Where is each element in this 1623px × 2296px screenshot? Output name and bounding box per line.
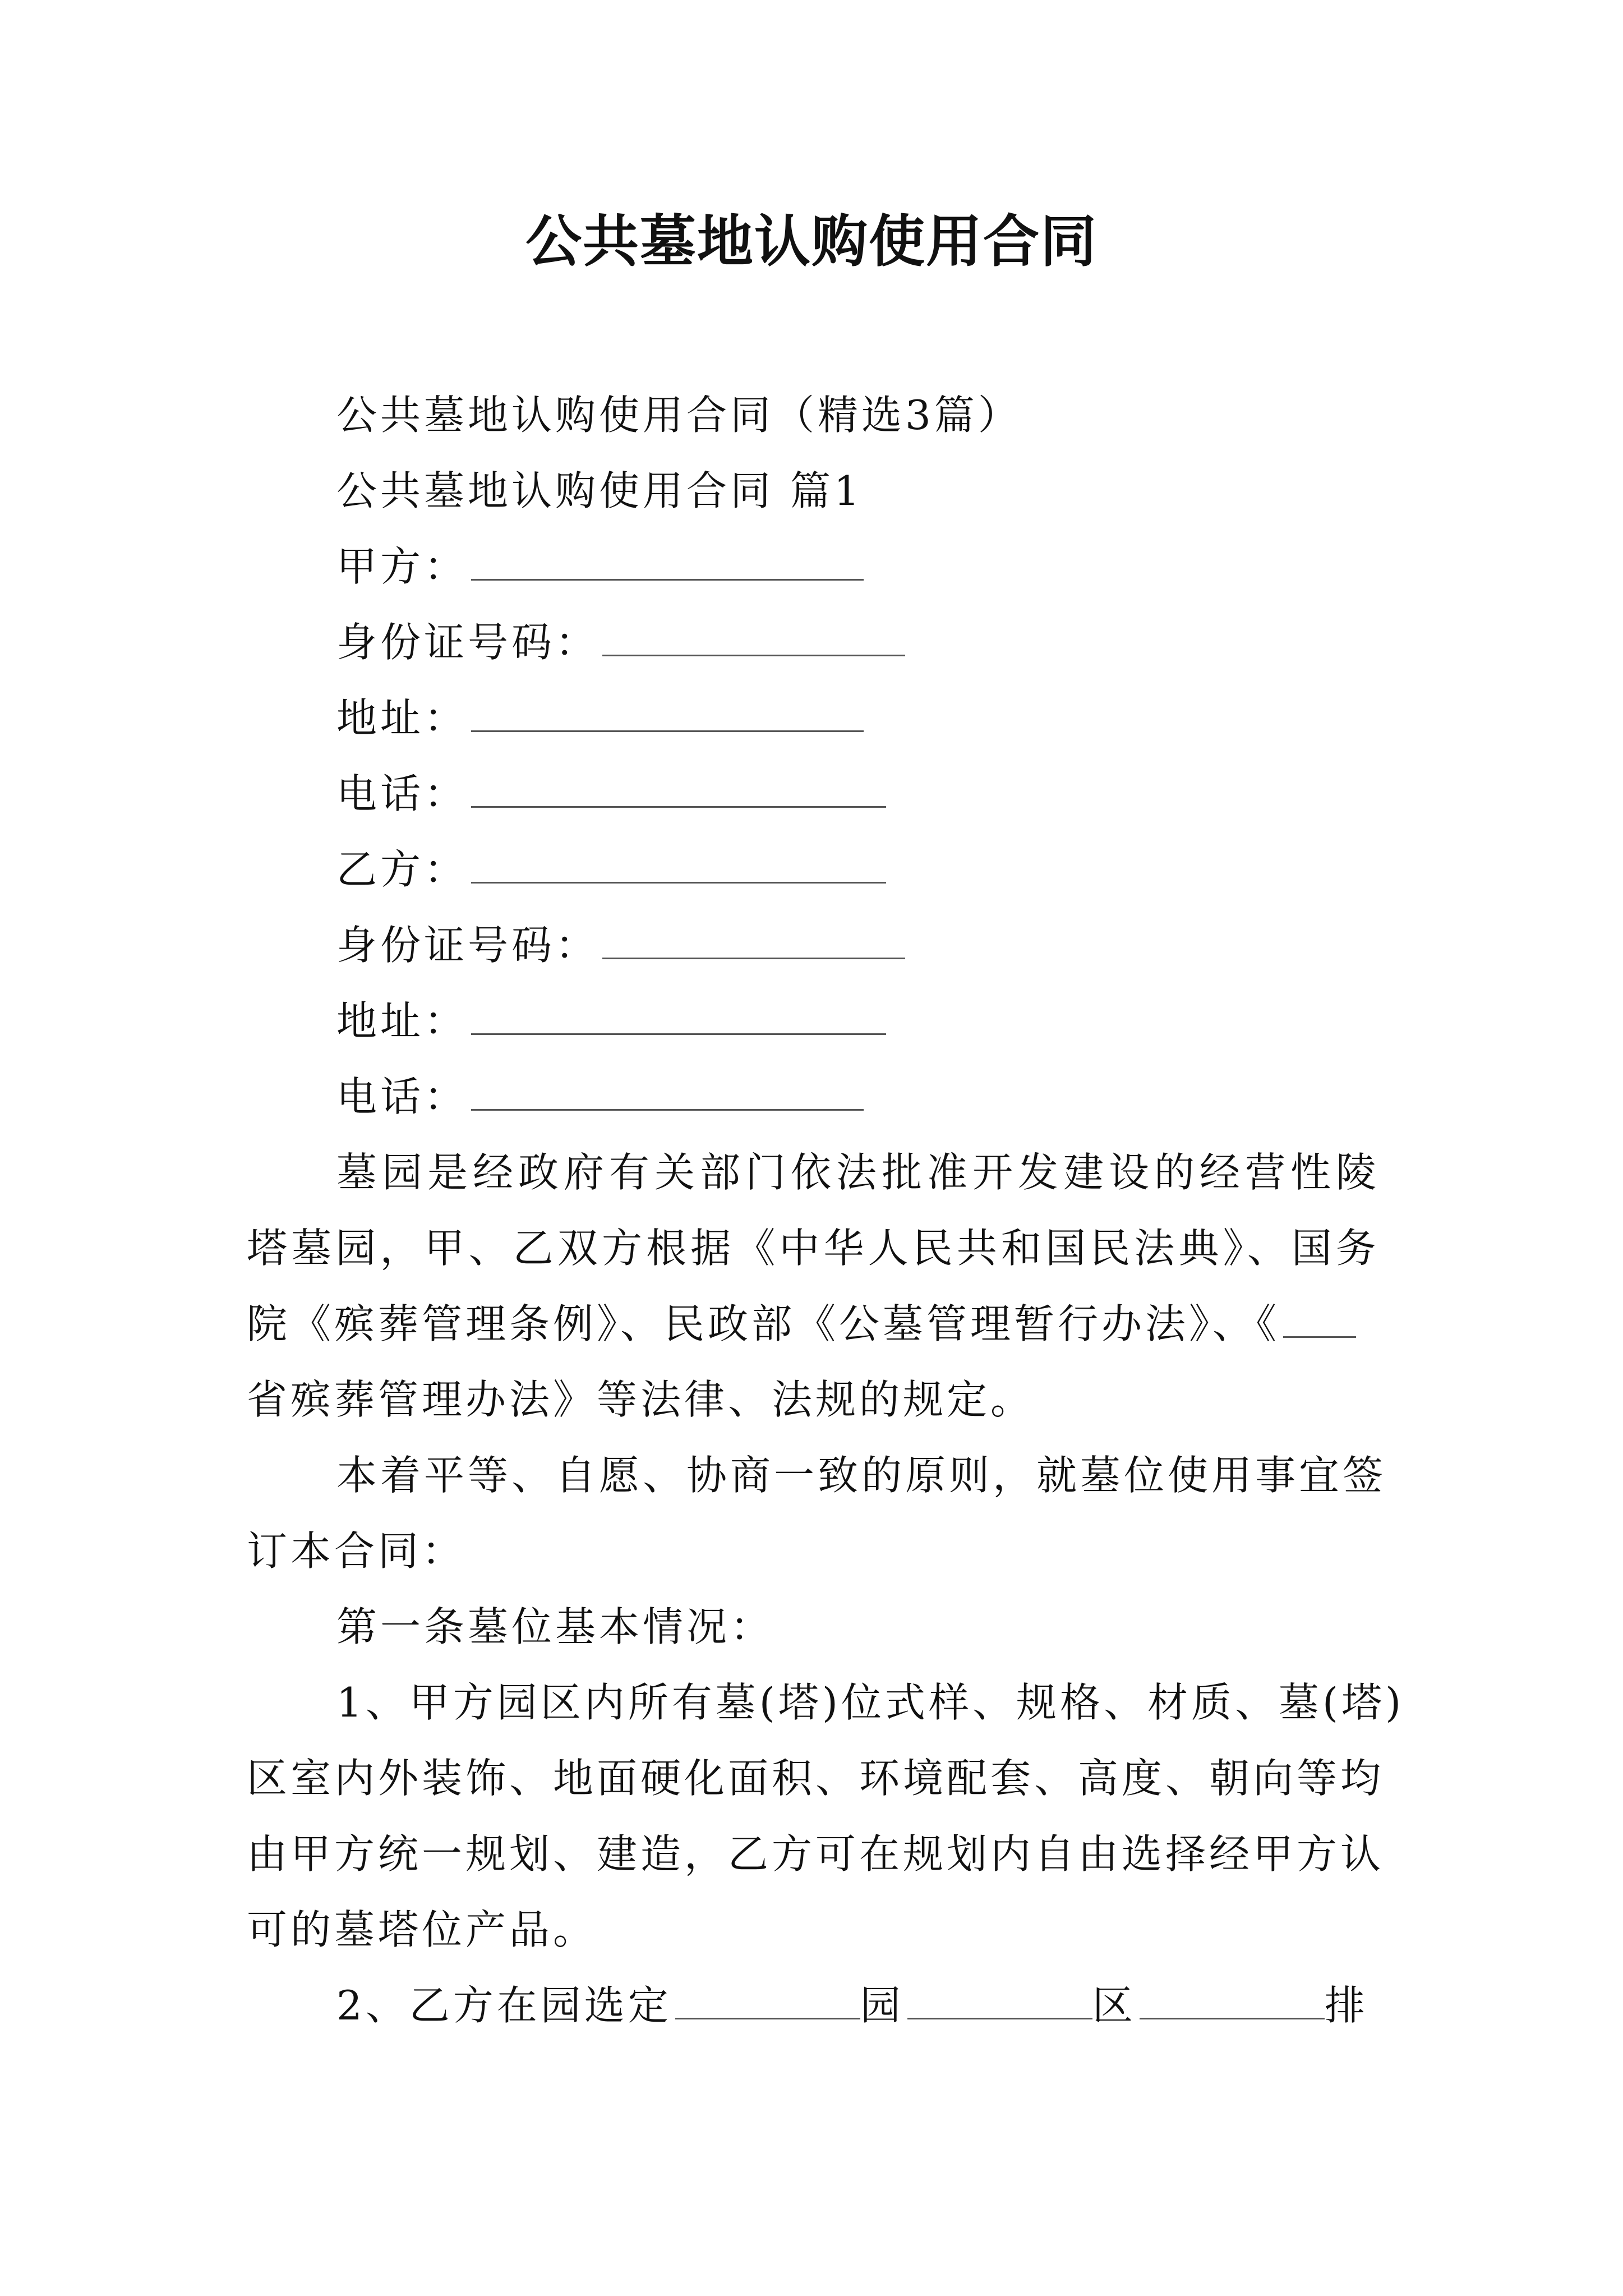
party-b-address-row — [336, 993, 886, 1049]
para1-line2: 塔墓园，甲、乙双方根据《中华人民共和国民法典》、国务 — [247, 1225, 1380, 1272]
item2-garden-label: 园 — [860, 1982, 904, 2029]
party-b-address-field[interactable] — [471, 993, 886, 1035]
party-a-address-row — [336, 690, 864, 746]
section-heading: 公共墓地认购使用合同 篇1 — [336, 467, 863, 514]
para1-line1: 墓园是经政府有关部门依法批准开发建设的经营性陵 — [336, 1149, 1380, 1196]
party-a-name-row — [336, 539, 864, 595]
party-a-address-label: 地址： — [336, 694, 468, 742]
row-field[interactable] — [1140, 1977, 1325, 2019]
party-b-phone-label: 电话： — [336, 1073, 468, 1120]
para1-line4: 省殡葬管理办法》等法律、法规的规定。 — [247, 1376, 1035, 1423]
party-a-phone-field[interactable] — [471, 766, 886, 808]
document-subtitle: 公共墓地认购使用合同（精选3篇） — [336, 392, 1022, 439]
party-a-name-label: 甲方： — [336, 543, 468, 590]
area-field[interactable] — [907, 1977, 1092, 2019]
party-a-phone-label: 电话： — [336, 770, 468, 817]
province-name-field[interactable] — [1283, 1296, 1356, 1338]
item1-line2: 区室内外装饰、地面硬化面积、环境配套、高度、朝向等均 — [247, 1755, 1385, 1802]
party-b-phone-field[interactable] — [471, 1069, 864, 1111]
party-b-id-row — [336, 917, 905, 973]
party-a-name-field[interactable] — [471, 539, 864, 581]
party-a-phone-row — [336, 766, 886, 822]
item1-line3: 由甲方统一规划、建造，乙方可在规划内自由选择经甲方认 — [247, 1830, 1385, 1878]
party-b-id-field[interactable] — [602, 917, 905, 959]
party-a-id-row — [336, 614, 905, 670]
item2-row-label: 排 — [1324, 1982, 1368, 2029]
party-b-name-row — [336, 841, 886, 898]
item1-line4: 可的墓塔位产品。 — [247, 1906, 597, 1953]
party-a-address-field[interactable] — [471, 690, 864, 732]
item2-area-label: 区 — [1092, 1982, 1136, 2029]
party-b-address-label: 地址： — [336, 997, 468, 1045]
document-title: 公共墓地认购使用合同 — [525, 208, 1098, 274]
party-b-name-label: 乙方： — [336, 846, 468, 893]
party-b-name-field[interactable] — [471, 841, 886, 884]
item2-line — [336, 1977, 1368, 2033]
party-a-id-label: 身份证号码： — [336, 619, 600, 666]
para2-line2: 订本合同： — [247, 1527, 466, 1575]
garden-field[interactable] — [675, 1977, 860, 2019]
party-b-phone-row — [336, 1069, 864, 1125]
article1-heading: 第一条墓位基本情况： — [336, 1603, 774, 1650]
para2-line1: 本着平等、自愿、协商一致的原则，就墓位使用事宜签 — [336, 1452, 1387, 1499]
item2-prefix: 2、乙方在园选定 — [336, 1982, 672, 2029]
para1-line3-row — [247, 1296, 1380, 1352]
party-b-id-label: 身份证号码： — [336, 922, 600, 969]
item1-line1: 1、甲方园区内所有墓(塔)位式样、规格、材质、墓(塔) — [336, 1679, 1405, 1726]
para1-line3: 院《殡葬管理条例》、民政部《公墓管理暂行办法》、《 — [247, 1300, 1280, 1347]
party-a-id-field[interactable] — [602, 614, 905, 656]
